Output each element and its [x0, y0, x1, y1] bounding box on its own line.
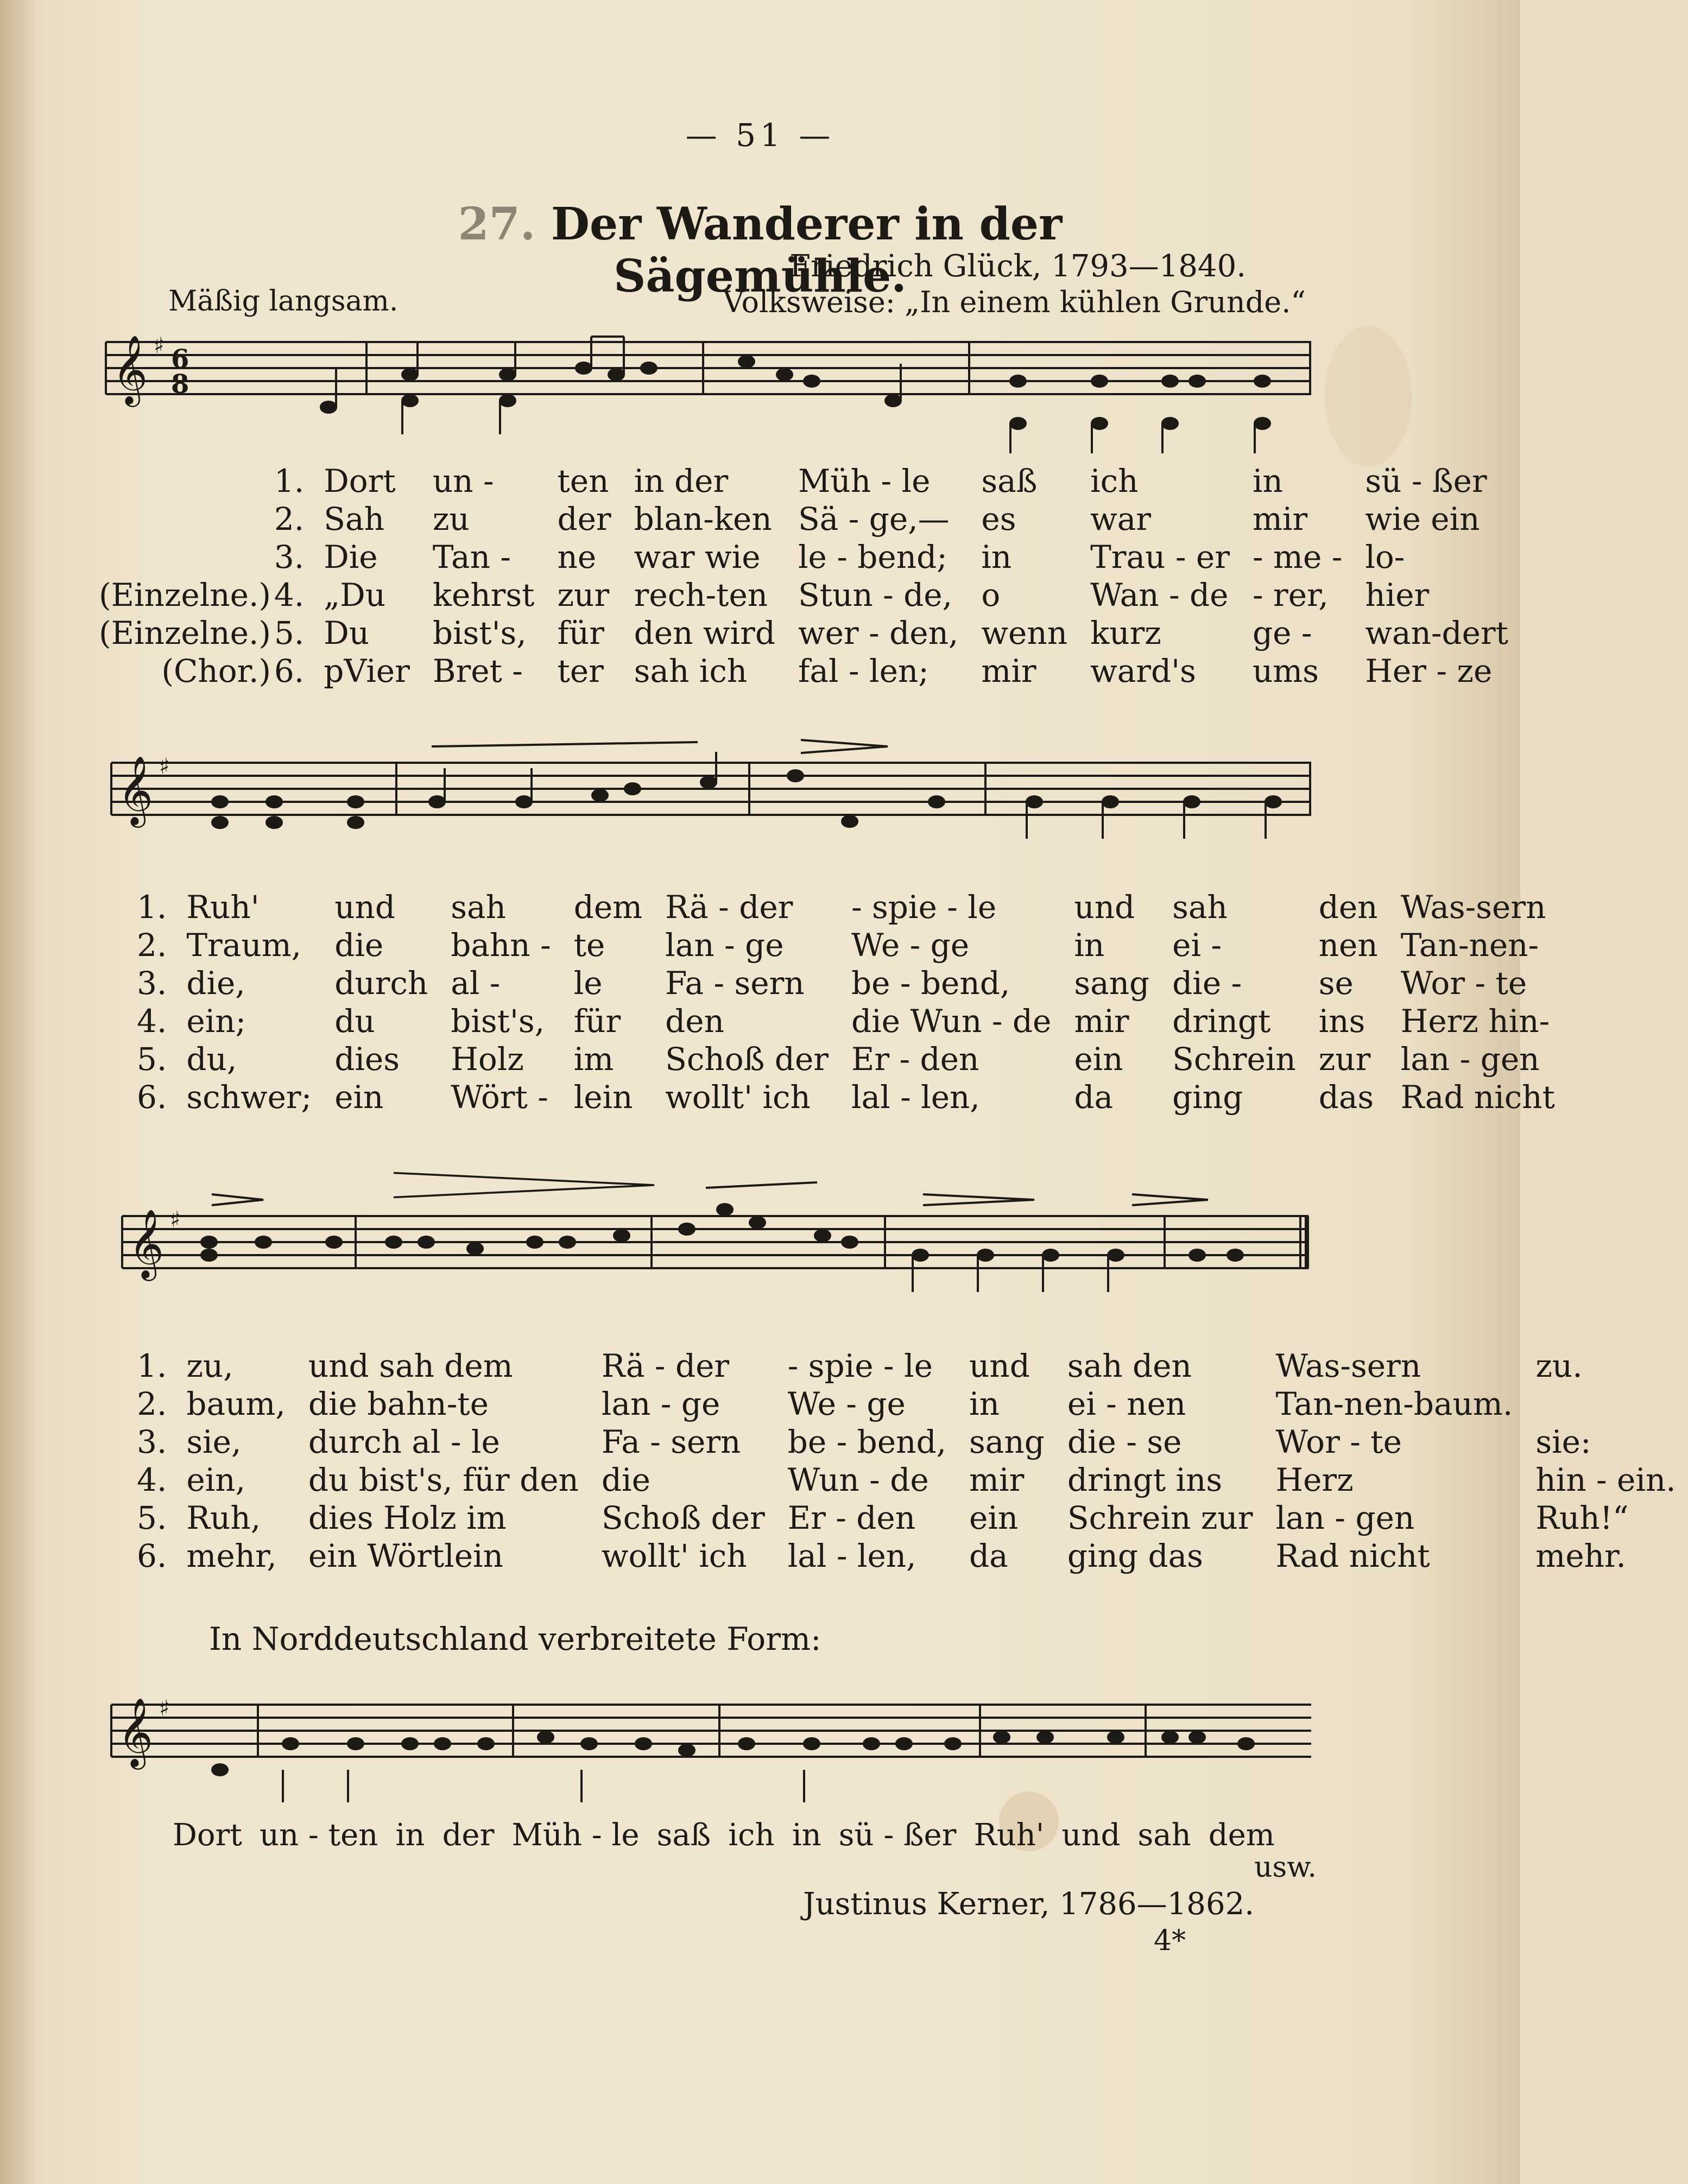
lyric-syllable: da — [969, 1537, 1008, 1574]
verse-number: 1. — [137, 1347, 167, 1384]
verse-number: 6. — [137, 1079, 167, 1116]
lyric-syllable: ich — [1090, 463, 1139, 499]
lyric-syllable: die - se — [1067, 1423, 1182, 1460]
lyric-syllable: ten — [557, 463, 609, 499]
verse-line — [99, 463, 1519, 499]
lyric-syllable: Wört - — [451, 1079, 548, 1116]
lyric-syllable: kehrst — [432, 577, 535, 613]
poet-credit: Justinus Kerner, 1786—1862. — [803, 1887, 1254, 1922]
lyric-syllable: ter — [557, 653, 604, 689]
lyric-syllable: Tan - — [432, 539, 511, 575]
lyric-syllable: nen — [1318, 927, 1378, 964]
lyric-syllable: wer - den, — [798, 615, 959, 651]
lyric-syllable: mehr, — [186, 1537, 277, 1574]
lyric-syllable: ein — [334, 1079, 384, 1116]
lyric-syllable: du bist's, für den — [308, 1461, 579, 1498]
staff-system-3 — [122, 1151, 1311, 1314]
lyric-syllable: den wird — [634, 615, 775, 651]
verse-line — [99, 539, 1519, 575]
lyric-syllable: ein — [1074, 1041, 1123, 1078]
lyric-syllable: Er - den — [851, 1041, 979, 1078]
lyric-syllable: - spie - le — [787, 1347, 933, 1384]
lyric-syllable: schwer; — [186, 1079, 312, 1116]
verse-line — [137, 1537, 1687, 1574]
tempo-marking: Mäßig langsam. — [168, 285, 399, 318]
svg-text:♯: ♯ — [154, 333, 165, 358]
north-german-lyric-line — [173, 1818, 1275, 1853]
lyric-syllable: im — [573, 1041, 614, 1078]
lyric-syllable: sü - ßer — [838, 1818, 957, 1853]
lyric-syllable: ein; — [186, 1003, 246, 1040]
lyric-syllable: Er - den — [787, 1499, 916, 1536]
lyric-syllable: saß — [981, 463, 1038, 499]
svg-text:6: 6 — [171, 344, 189, 375]
verse-number: 6. — [137, 1537, 167, 1574]
lyric-syllable: Fa - sern — [601, 1423, 741, 1460]
lyric-syllable: in — [395, 1818, 425, 1853]
voice-label: (Chor.) — [161, 653, 271, 689]
lyric-syllable: dringt ins — [1067, 1461, 1223, 1498]
lyric-syllable: die, — [186, 965, 245, 1002]
svg-text:𝄞: 𝄞 — [118, 755, 154, 825]
svg-text:♯: ♯ — [170, 1207, 181, 1232]
lyric-syllable: und — [334, 889, 396, 926]
lyric-syllable: sang — [969, 1423, 1045, 1460]
lyric-syllable: zu. — [1535, 1347, 1583, 1384]
lyric-syllable: We - ge — [851, 927, 970, 964]
lyric-syllable: ge - — [1252, 615, 1312, 651]
lyric-syllable: den — [665, 1003, 724, 1040]
lyric-syllable: ich — [728, 1818, 775, 1853]
lyric-syllable: Holz — [451, 1041, 524, 1078]
lyric-syllable: - spie - le — [851, 889, 997, 926]
lyric-syllable: Müh - le — [798, 463, 931, 499]
lyric-syllable: „Du — [324, 577, 386, 613]
lyric-syllable: das — [1318, 1079, 1374, 1116]
svg-text:♯: ♯ — [159, 1696, 170, 1721]
lyric-syllable: al - — [451, 965, 501, 1002]
lyric-syllable: sie, — [186, 1423, 242, 1460]
verse-number: 3. — [137, 965, 167, 1002]
lyric-syllable: Stun - de, — [798, 577, 953, 613]
lyric-syllable: We - ge — [787, 1385, 906, 1422]
page-number: — 51 — — [685, 117, 835, 154]
lyric-syllable: lal - len, — [851, 1079, 980, 1116]
verse-line — [99, 577, 1519, 613]
lyric-syllable: le - bend; — [798, 539, 947, 575]
lyric-syllable: dies — [334, 1041, 400, 1078]
svg-text:♯: ♯ — [159, 754, 170, 779]
verse-line — [137, 1003, 1566, 1040]
lyric-syllable: sah den — [1067, 1347, 1192, 1384]
lyric-syllable: le — [573, 965, 603, 1002]
lyric-syllable: Herz hin- — [1400, 1003, 1550, 1040]
lyric-syllable: sah — [1172, 889, 1228, 926]
lyric-syllable: Rä - der — [665, 889, 793, 926]
svg-text:𝄞: 𝄞 — [129, 1208, 165, 1278]
lyric-syllable: bist's, — [432, 615, 527, 651]
lyric-syllable: sah ich — [634, 653, 748, 689]
lyric-syllable: Her - ze — [1365, 653, 1493, 689]
lyric-syllable: sah — [1137, 1818, 1191, 1853]
verse-number: 3. — [137, 1423, 167, 1460]
lyric-syllable: sah — [451, 889, 506, 926]
lyric-syllable: mehr. — [1535, 1537, 1626, 1574]
lyric-syllable: wan-dert — [1365, 615, 1508, 651]
verse-table-system-2 — [136, 888, 1567, 1117]
lyric-syllable: war wie — [634, 539, 761, 575]
lyric-syllable: ging — [1172, 1079, 1243, 1116]
lyric-syllable: ging das — [1067, 1537, 1203, 1574]
lyric-syllable: und — [969, 1347, 1030, 1384]
lyric-syllable: die bahn-te — [308, 1385, 489, 1422]
lyric-syllable: Sah — [324, 501, 384, 537]
lyric-syllable: durch — [334, 965, 428, 1002]
lyric-syllable: Schrein — [1172, 1041, 1296, 1078]
verse-number: 3. — [274, 539, 305, 575]
lyric-syllable: die — [601, 1461, 650, 1498]
voice-label — [99, 539, 271, 575]
lyric-syllable: se — [1318, 965, 1354, 1002]
verse-line — [99, 653, 1519, 689]
lyric-syllable: in — [981, 539, 1012, 575]
staff-north-german — [111, 1677, 1311, 1813]
lyric-syllable: in der — [634, 463, 729, 499]
lyric-syllable: Was-sern — [1275, 1347, 1421, 1384]
lyric-syllable: Tan-nen- — [1400, 927, 1539, 964]
lyric-syllable: wollt' ich — [601, 1537, 747, 1574]
verse-number: 6. — [274, 653, 305, 689]
verse-line — [137, 1347, 1687, 1384]
usw-marker: usw. — [1254, 1851, 1317, 1884]
verse-number: 1. — [274, 463, 305, 499]
lyric-syllable: sü - ßer — [1365, 463, 1487, 499]
verse-number: 4. — [137, 1003, 167, 1040]
lyric-syllable: Ruh!“ — [1535, 1499, 1629, 1536]
lyric-syllable: saß — [656, 1818, 711, 1853]
lyric-syllable: wie ein — [1365, 501, 1480, 537]
lyric-syllable: kurz — [1090, 615, 1161, 651]
lyric-syllable: Bret - — [432, 653, 523, 689]
lyric-syllable: in — [1074, 927, 1105, 964]
lyric-syllable: Rad nicht — [1400, 1079, 1555, 1116]
lyric-syllable: hin - ein. — [1535, 1461, 1676, 1498]
lyric-syllable: - rer, — [1252, 577, 1329, 613]
verse-line — [137, 1423, 1687, 1460]
lyric-syllable: Wan - de — [1090, 577, 1229, 613]
lyric-syllable — [1525, 1385, 1686, 1422]
verse-number: 1. — [137, 889, 167, 926]
lyric-syllable: Fa - sern — [665, 965, 805, 1002]
lyric-syllable: blan-ken — [634, 501, 772, 537]
verse-table-system-3 — [136, 1346, 1688, 1575]
lyric-syllable: war — [1090, 501, 1152, 537]
verse-number: 5. — [137, 1041, 167, 1078]
lyric-syllable: be - bend, — [787, 1423, 947, 1460]
lyric-syllable: Dort — [173, 1818, 242, 1853]
lyric-syllable: in — [792, 1818, 821, 1853]
lyric-syllable: mir — [969, 1461, 1025, 1498]
svg-text:𝄞: 𝄞 — [112, 334, 148, 404]
composer-credit: Friedrich Glück, 1793—1840. — [789, 249, 1246, 284]
lyric-syllable: lan - ge — [665, 927, 784, 964]
lyric-syllable: ums — [1252, 653, 1319, 689]
verse-line — [137, 1385, 1687, 1422]
verse-table-system-1 — [98, 461, 1520, 691]
lyric-syllable: dringt — [1172, 1003, 1271, 1040]
lyric-syllable: die — [334, 927, 384, 964]
verse-number: 5. — [274, 615, 305, 651]
lyric-syllable: dem — [1208, 1818, 1275, 1853]
lyric-syllable: in — [1252, 463, 1283, 499]
lyric-syllable: pVier — [324, 653, 410, 689]
lyric-syllable: zur — [557, 577, 610, 613]
lyric-syllable: mir — [1252, 501, 1308, 537]
lyric-syllable: zu — [432, 501, 470, 537]
voice-label — [99, 501, 271, 537]
lyric-syllable: ne — [557, 539, 597, 575]
lyric-syllable: die - — [1172, 965, 1242, 1002]
verse-line — [137, 1461, 1687, 1498]
lyric-syllable: wenn — [981, 615, 1068, 651]
lyric-syllable: Müh - le — [511, 1818, 640, 1853]
verse-line — [99, 615, 1519, 651]
lyric-syllable: lein — [573, 1079, 633, 1116]
lyric-syllable: Ruh' — [973, 1818, 1045, 1853]
lyric-syllable: o — [981, 577, 1001, 613]
lyric-syllable: Wor - te — [1400, 965, 1527, 1002]
lyric-syllable: zu, — [186, 1347, 233, 1384]
lyric-syllable: und — [1074, 889, 1135, 926]
lyric-syllable: lal - len, — [787, 1537, 916, 1574]
lyric-syllable: Schoß der — [601, 1499, 765, 1536]
lyric-syllable: dem — [573, 889, 643, 926]
verse-line — [99, 501, 1519, 537]
lyric-syllable: Wor - te — [1275, 1423, 1402, 1460]
lyric-syllable: für — [557, 615, 605, 651]
verse-line — [137, 965, 1566, 1002]
lyric-syllable: ins — [1318, 1003, 1365, 1040]
lyric-syllable: wollt' ich — [665, 1079, 811, 1116]
lyric-syllable: bist's, — [451, 1003, 545, 1040]
lyric-syllable: Schrein zur — [1067, 1499, 1253, 1536]
lyric-syllable: ei - nen — [1067, 1385, 1186, 1422]
verse-number: 4. — [137, 1461, 167, 1498]
voice-label: (Einzelne.) — [99, 615, 271, 651]
verse-number: 5. — [137, 1499, 167, 1536]
verse-number: 2. — [137, 927, 167, 964]
lyric-syllable: mir — [1074, 1003, 1129, 1040]
song-number: 27. — [458, 198, 536, 250]
verse-line — [137, 927, 1566, 964]
lyric-syllable: ein — [969, 1499, 1019, 1536]
lyric-syllable: es — [981, 501, 1016, 537]
lyric-syllable: lan - gen — [1275, 1499, 1415, 1536]
lyric-syllable: ei - — [1172, 927, 1222, 964]
lyric-syllable: Trau - er — [1090, 539, 1230, 575]
lyric-syllable: un - — [432, 463, 494, 499]
verse-line — [137, 889, 1566, 926]
lyric-syllable: Herz — [1275, 1461, 1354, 1498]
lyric-syllable: hier — [1365, 577, 1430, 613]
lyric-syllable: der — [557, 501, 611, 537]
lyric-syllable: den — [1318, 889, 1378, 926]
lyric-syllable: Du — [324, 615, 370, 651]
lyric-syllable: Wun - de — [787, 1461, 929, 1498]
lyric-syllable: ein Wörtlein — [308, 1537, 503, 1574]
lyric-syllable: Sä - ge,— — [798, 501, 950, 537]
lyric-syllable: Schoß der — [665, 1041, 829, 1078]
verse-number: 2. — [137, 1385, 167, 1422]
voice-label — [99, 463, 271, 499]
lyric-syllable: in — [969, 1385, 1000, 1422]
lyric-syllable: ward's — [1090, 653, 1196, 689]
lyric-syllable: Rä - der — [601, 1347, 730, 1384]
lyric-syllable: baum, — [186, 1385, 286, 1422]
lyric-syllable: - me - — [1252, 539, 1343, 575]
lyric-syllable: der — [442, 1818, 495, 1853]
lyric-syllable: lan - gen — [1400, 1041, 1540, 1078]
song-title-text: Der Wanderer in der Sägemühle. — [551, 198, 1063, 302]
verse-number: 4. — [274, 577, 305, 613]
lyric-syllable: sang — [1074, 965, 1150, 1002]
lyric-syllable: Ruh' — [186, 889, 260, 926]
lyric-syllable: rech-ten — [634, 577, 768, 613]
lyric-syllable: durch al - le — [308, 1423, 500, 1460]
lyric-syllable: Dort — [324, 463, 396, 499]
lyric-syllable: Traum, — [186, 927, 302, 964]
lyric-syllable: und sah dem — [308, 1347, 513, 1384]
lyric-syllable: bahn - — [451, 927, 551, 964]
lyric-syllable: du — [334, 1003, 375, 1040]
lyric-syllable: fal - len; — [798, 653, 929, 689]
lyric-syllable: Tan-nen-baum. — [1275, 1385, 1513, 1422]
lyric-syllable: ein, — [186, 1461, 246, 1498]
verse-line — [137, 1079, 1566, 1116]
lyric-syllable: die Wun - de — [851, 1003, 1052, 1040]
voice-label: (Einzelne.) — [99, 577, 271, 613]
lyric-syllable: zur — [1318, 1041, 1371, 1078]
verse-line — [137, 1041, 1566, 1078]
lyric-syllable: un - ten — [260, 1818, 378, 1853]
lyric-syllable: Ruh, — [186, 1499, 261, 1536]
lyric-syllable: und — [1061, 1818, 1121, 1853]
lyric-syllable: Rad nicht — [1275, 1537, 1430, 1574]
staff-system-2 — [111, 730, 1311, 877]
lyric-syllable: du, — [186, 1041, 237, 1078]
lyric-syllable: lo- — [1365, 539, 1405, 575]
lyric-syllable: für — [573, 1003, 621, 1040]
lyric-syllable: te — [573, 927, 605, 964]
verse-line — [137, 1499, 1687, 1536]
svg-text:𝄞: 𝄞 — [118, 1697, 154, 1767]
lyric-syllable: dies Holz im — [308, 1499, 507, 1536]
signature-mark: 4* — [1154, 1925, 1186, 1957]
melody-source: Volksweise: „In einem kühlen Grunde.“ — [723, 285, 1306, 319]
page-stain — [1325, 326, 1412, 467]
lyric-syllable: mir — [981, 653, 1036, 689]
verse-number: 2. — [274, 501, 305, 537]
lyric-syllable: lan - ge — [601, 1385, 720, 1422]
lyric-syllable: da — [1074, 1079, 1114, 1116]
svg-text:8: 8 — [171, 369, 189, 400]
lyric-syllable: Was-sern — [1400, 889, 1546, 926]
north-german-heading: In Norddeutschland verbreitete Form: — [209, 1620, 821, 1657]
lyric-syllable: Die — [324, 539, 378, 575]
page-spine-shadow — [0, 0, 38, 2184]
staff-system-1 — [106, 333, 1311, 461]
lyric-syllable: be - bend, — [851, 965, 1010, 1002]
lyric-syllable: sie: — [1535, 1423, 1591, 1460]
